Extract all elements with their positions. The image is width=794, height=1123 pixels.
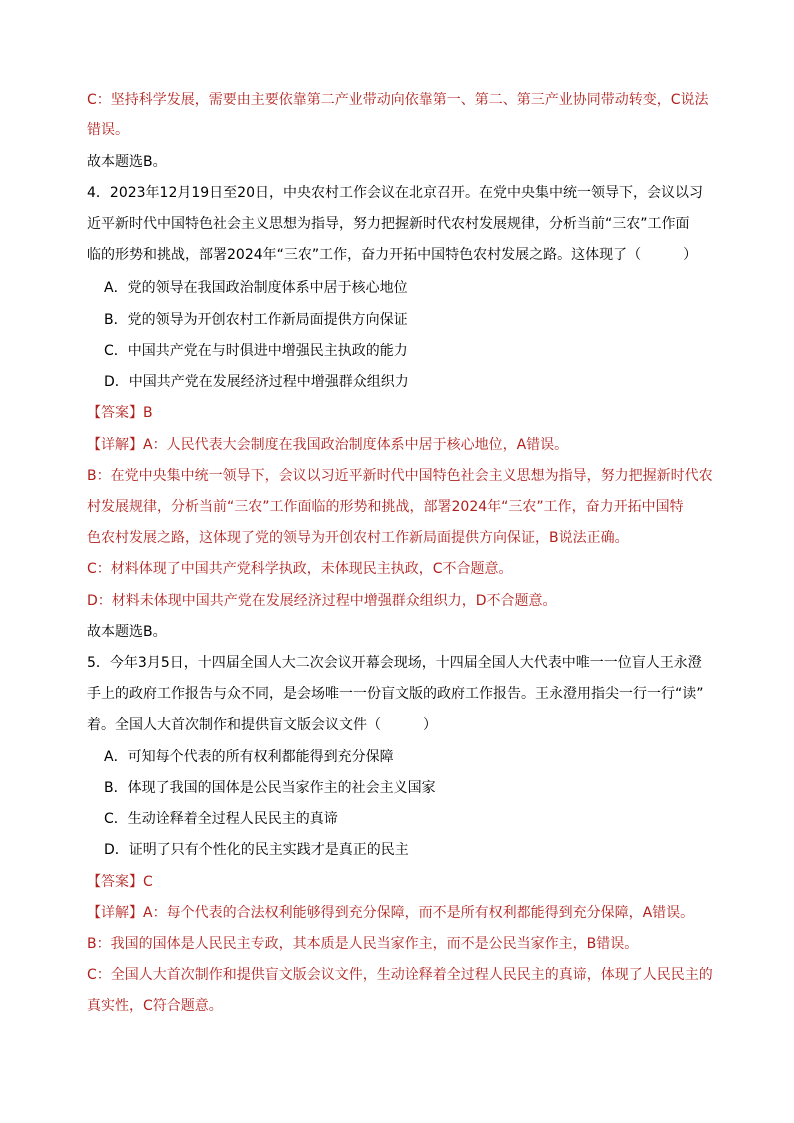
q4-stem-line2: 近平新时代中国特色社会主义思想为指导，努力把握新时代农村发展规律，分析当前“三农”工作面: [87, 216, 690, 232]
q4-detail-b-line2: 村发展规律，分析当前“三农”工作面临的形势和挑战，部署2024年“三农”工作，奋力开拓中国特: [87, 499, 684, 515]
q4-stem-line1: 4．2023年12月19日至20日，中央农村工作会议在北京召开。在党中央集中统一领导下，会议以习: [87, 185, 703, 201]
q4-detail-b-line1: B：在党中央集中统一领导下，会议以习近平新时代中国特色社会主义思想为指导，努力把握新时代农: [87, 468, 713, 484]
q5-stem-line1: 5．今年3月5日，十四届全国人大二次会议开幕会现场，十四届全国人大代表中唯一一位盲人王永澄: [87, 655, 702, 671]
q4-detail-d: D：材料未体现中国共产党在发展经济过程中增强群众组织力，D不合题意。: [87, 593, 557, 609]
q5-answer-value: C: [143, 874, 153, 890]
q4-detail-b-line3: 色农村发展之路，这体现了党的领导为开创农村工作新局面提供方向保证，B说法正确。: [87, 530, 629, 546]
q5-option-a: A．可知每个代表的所有权利都能得到充分保障: [104, 749, 394, 765]
q5-option-c: C．生动诠释着全过程人民民主的真谛: [104, 811, 338, 827]
prev-detail-c-line2: 错误。: [87, 122, 129, 138]
q5-answer-tag: 【答案】: [87, 874, 143, 890]
q4-answer: [87, 402, 717, 424]
q5-option-d: D．证明了只有个性化的民主实践才是真正的民主: [104, 842, 409, 858]
q4-option-c: C．中国共产党在与时俱进中增强民主执政的能力: [104, 343, 408, 359]
q5-detail-b: B：我国的国体是人民民主专政，其本质是人民当家作主，而不是公民当家作主，B错误。: [87, 936, 639, 952]
q5-option-b: B．体现了我国的国体是公民当家作主的社会主义国家: [104, 780, 436, 796]
q5-stem-line2: 手上的政府工作报告与众不同，是会场唯一一份盲文版的政府工作报告。王永澄用指尖一行一行“读”: [87, 686, 704, 702]
q5-stem-line3: 着。全国人大首次制作和提供盲文版会议文件（ ）: [87, 717, 437, 733]
q5-detail-tag: 【详解】: [87, 905, 143, 921]
q4-stem-line3: 临的形势和挑战，部署2024年“三农”工作，奋力开拓中国特色农村发展之路。这体现了（ ）: [87, 247, 698, 263]
q5-detail-a: [87, 902, 717, 924]
q5-detail-c-line1: C：全国人大首次制作和提供盲文版会议文件，生动诠释着全过程人民民主的真谛，体现了人民民主的: [87, 967, 713, 983]
q5-detail-a-text: A：每个代表的合法权利能够得到充分保障，而不是所有权利都能得到充分保障，A错误。: [143, 905, 695, 921]
q4-detail-a: [87, 434, 717, 456]
q4-conclusion: 故本题选B。: [87, 624, 167, 640]
q5-answer: [87, 871, 717, 893]
q4-answer-tag: 【答案】: [87, 405, 143, 421]
q5-detail-c-line2: 真实性，C符合题意。: [87, 998, 223, 1014]
q4-detail-a-text: A：人民代表大会制度在我国政治制度体系中居于核心地位，A错误。: [143, 437, 569, 453]
q4-answer-value: B: [143, 405, 153, 421]
q4-option-b: B．党的领导为开创农村工作新局面提供方向保证: [104, 312, 408, 328]
q4-option-a: A．党的领导在我国政治制度体系中居于核心地位: [104, 280, 408, 296]
q4-detail-tag: 【详解】: [87, 437, 143, 453]
prev-conclusion: 故本题选B。: [87, 154, 167, 170]
q4-option-d: D．中国共产党在发展经济过程中增强群众组织力: [104, 374, 409, 390]
q4-detail-c: C：材料体现了中国共产党科学执政，未体现民主执政，C不合题意。: [87, 561, 513, 577]
prev-detail-c-line1: C：坚持科学发展，需要由主要依靠第二产业带动向依靠第一、第二、第三产业协同带动转变，C说法: [87, 92, 709, 108]
